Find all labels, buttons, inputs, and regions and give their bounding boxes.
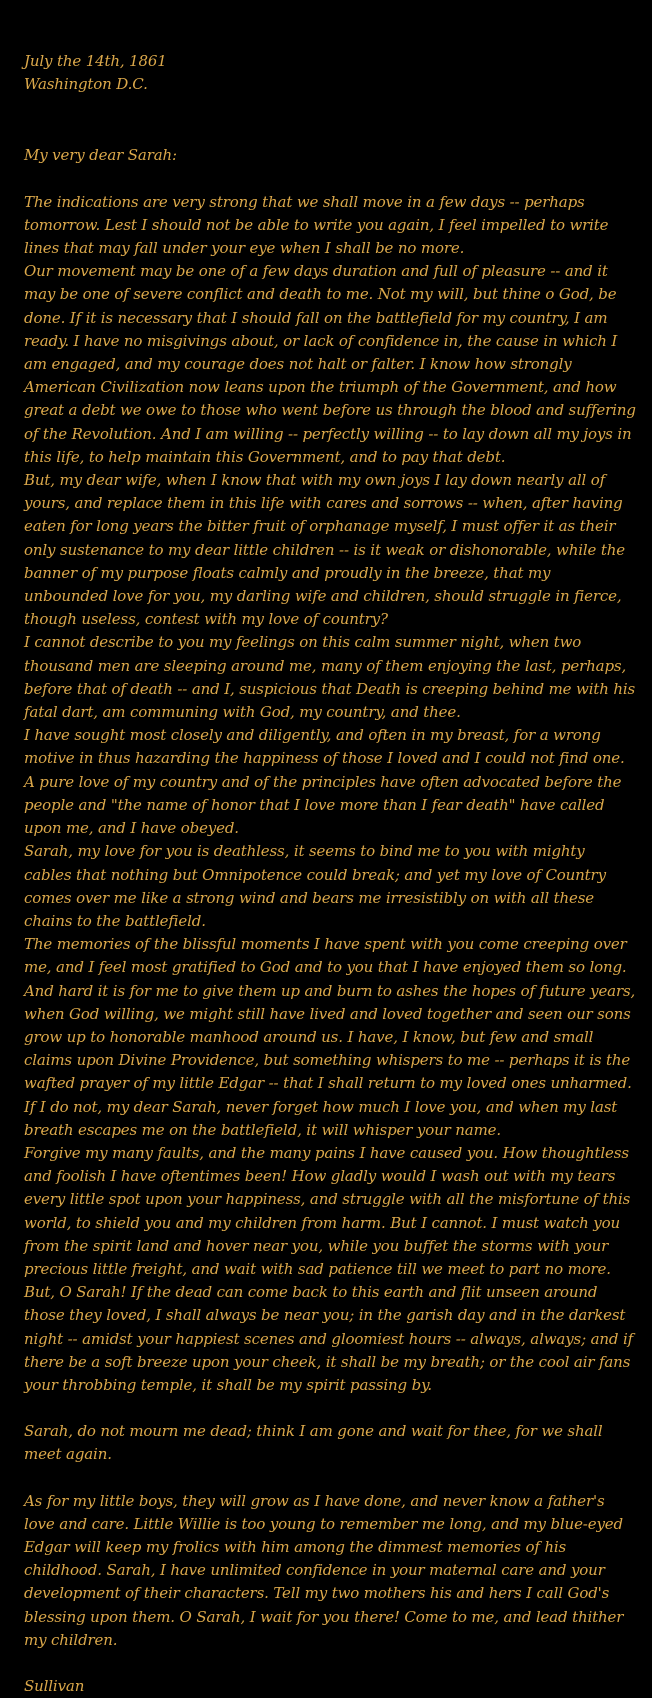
body-paragraph: Sarah, my love for you is deathless, it seems to bind me to you with mighty cables that nothing but Omnipotence could break; and yet my love of Country comes over me like a strong wind and bears me irresistibly on with all these chains to the battlefield. (24, 842, 606, 930)
closing-paragraph: Sarah, do not mourn me dead; think I am gone and wait for thee, for we shall meet again. (24, 1422, 603, 1464)
signature: Sullivan (24, 1677, 85, 1695)
body-paragraph: I have sought most closely and diligently, and often in my breast, for a wrong motive in thus hazarding the happiness of those I loved and I could not find one. A pure love of my country and of the principles have often advocated before the people and "the name of honor that I love more than I fear death" have called upon me, and I have obeyed. (24, 726, 625, 838)
letter-date: July the 14th, 1861 (24, 52, 167, 70)
body-paragraph: Our movement may be one of a few days duration and full of pleasure -- and it may be one of severe conflict and death to me. Not my will, but thine o God, be done. If it is necessary that I should fall on the battlefield for my country, I am ready. I have no misgivings about, or lack of confidence in, the cause in which I am engaged, and my courage does not halt or falter. I know how strongly American Civilization now leans upon the triumph of the Government, and how great a debt we owe to those who went before us through the blood and suffering of the Revolution. And I am willing -- perfectly willing -- to lay down all my joys in this life, to help maintain this Government, and to pay that debt. (24, 262, 636, 466)
salutation: My very dear Sarah: (24, 146, 177, 165)
letter-body (24, 191, 636, 1398)
body-paragraph: Forgive my many faults, and the many pains I have caused you. How thoughtless and foolish I have oftentimes been! How gladly would I wash out with my tears every little spot upon your happiness, and struggle with all the misfortune of this world, to shield you and my children from harm. But I cannot. I must watch you from the spirit land and hover near you, while you buffet the storms with your precious little freight, and wait with sad patience till we meet to part no more. (24, 1143, 631, 1278)
letter (24, 50, 636, 1698)
spacer (24, 96, 636, 144)
body-paragraph: But, my dear wife, when I know that with my own joys I lay down nearly all of yours, and replace them in this life with cares and sorrows -- when, after having eaten for long years the bitter fruit of orphanage myself, I must offer it as their only sustenance to my dear little children -- is it weak or dishonorable, while the banner of my purpose floats calmly and proudly in the breeze, that my unbounded love for you, my darling wife and children, should struggle in fierce, though useless, contest with my love of country? (24, 471, 625, 629)
body-paragraph: But, O Sarah! If the dead can come back to this earth and flit unseen around those they loved, I shall always be near you; in the garish day and in the darkest night -- amidst your happiest scenes and gloomiest hours -- always, always; and if there be a soft breeze upon your cheek, it shall be my breath; or the cool air fans your throbbing temple, it shall be my spirit passing by. (24, 1283, 634, 1394)
closing-paragraph: As for my little boys, they will grow as I have done, and never know a father's love and care. Little Willie is too young to remember me long, and my blue-eyed Edgar will keep my frolics with him among the dimmest memories of his childhood. Sarah, I have unlimited confidence in your maternal care and your development of their characters. Tell my two mothers his and hers I call God's blessing upon them. O Sarah, I wait for you there! Come to me, and lead thither my children. (24, 1491, 624, 1649)
spacer (24, 1652, 636, 1675)
spacer (24, 1397, 636, 1420)
spacer (24, 168, 636, 191)
spacer (24, 1467, 636, 1490)
body-paragraph: The indications are very strong that we shall move in a few days -- perhaps tomorrow. Lest I should not be able to write you again, I feel impelled to write lines that may fall under your eye when I shall be no more. (24, 192, 609, 258)
body-paragraph: The memories of the blissful moments I have spent with you come creeping over me, and I feel most gratified to God and to you that I have enjoyed them so long. And hard it is for me to give them up and burn to ashes the hopes of future years, when God willing, we might still have lived and loved together and seen our sons grow up to honorable manhood around us. I have, I know, but few and small claims upon Divine Providence, but something whispers to me -- perhaps it is the wafted prayer of my little Edgar -- that I shall return to my loved ones unharmed. If I do not, my dear Sarah, never forget how much I love you, and when my last breath escapes me on the battlefield, it will whisper your name. (24, 935, 636, 1139)
letter-header (24, 50, 636, 96)
body-paragraph: I cannot describe to you my feelings on this calm summer night, when two thousand men are sleeping around me, many of them enjoying the last, perhaps, before that of death -- and I, suspicious that Death is creeping behind me with his fatal dart, am communing with God, my country, and thee. (24, 633, 636, 722)
letter-place: Washington D.C. (24, 75, 148, 94)
